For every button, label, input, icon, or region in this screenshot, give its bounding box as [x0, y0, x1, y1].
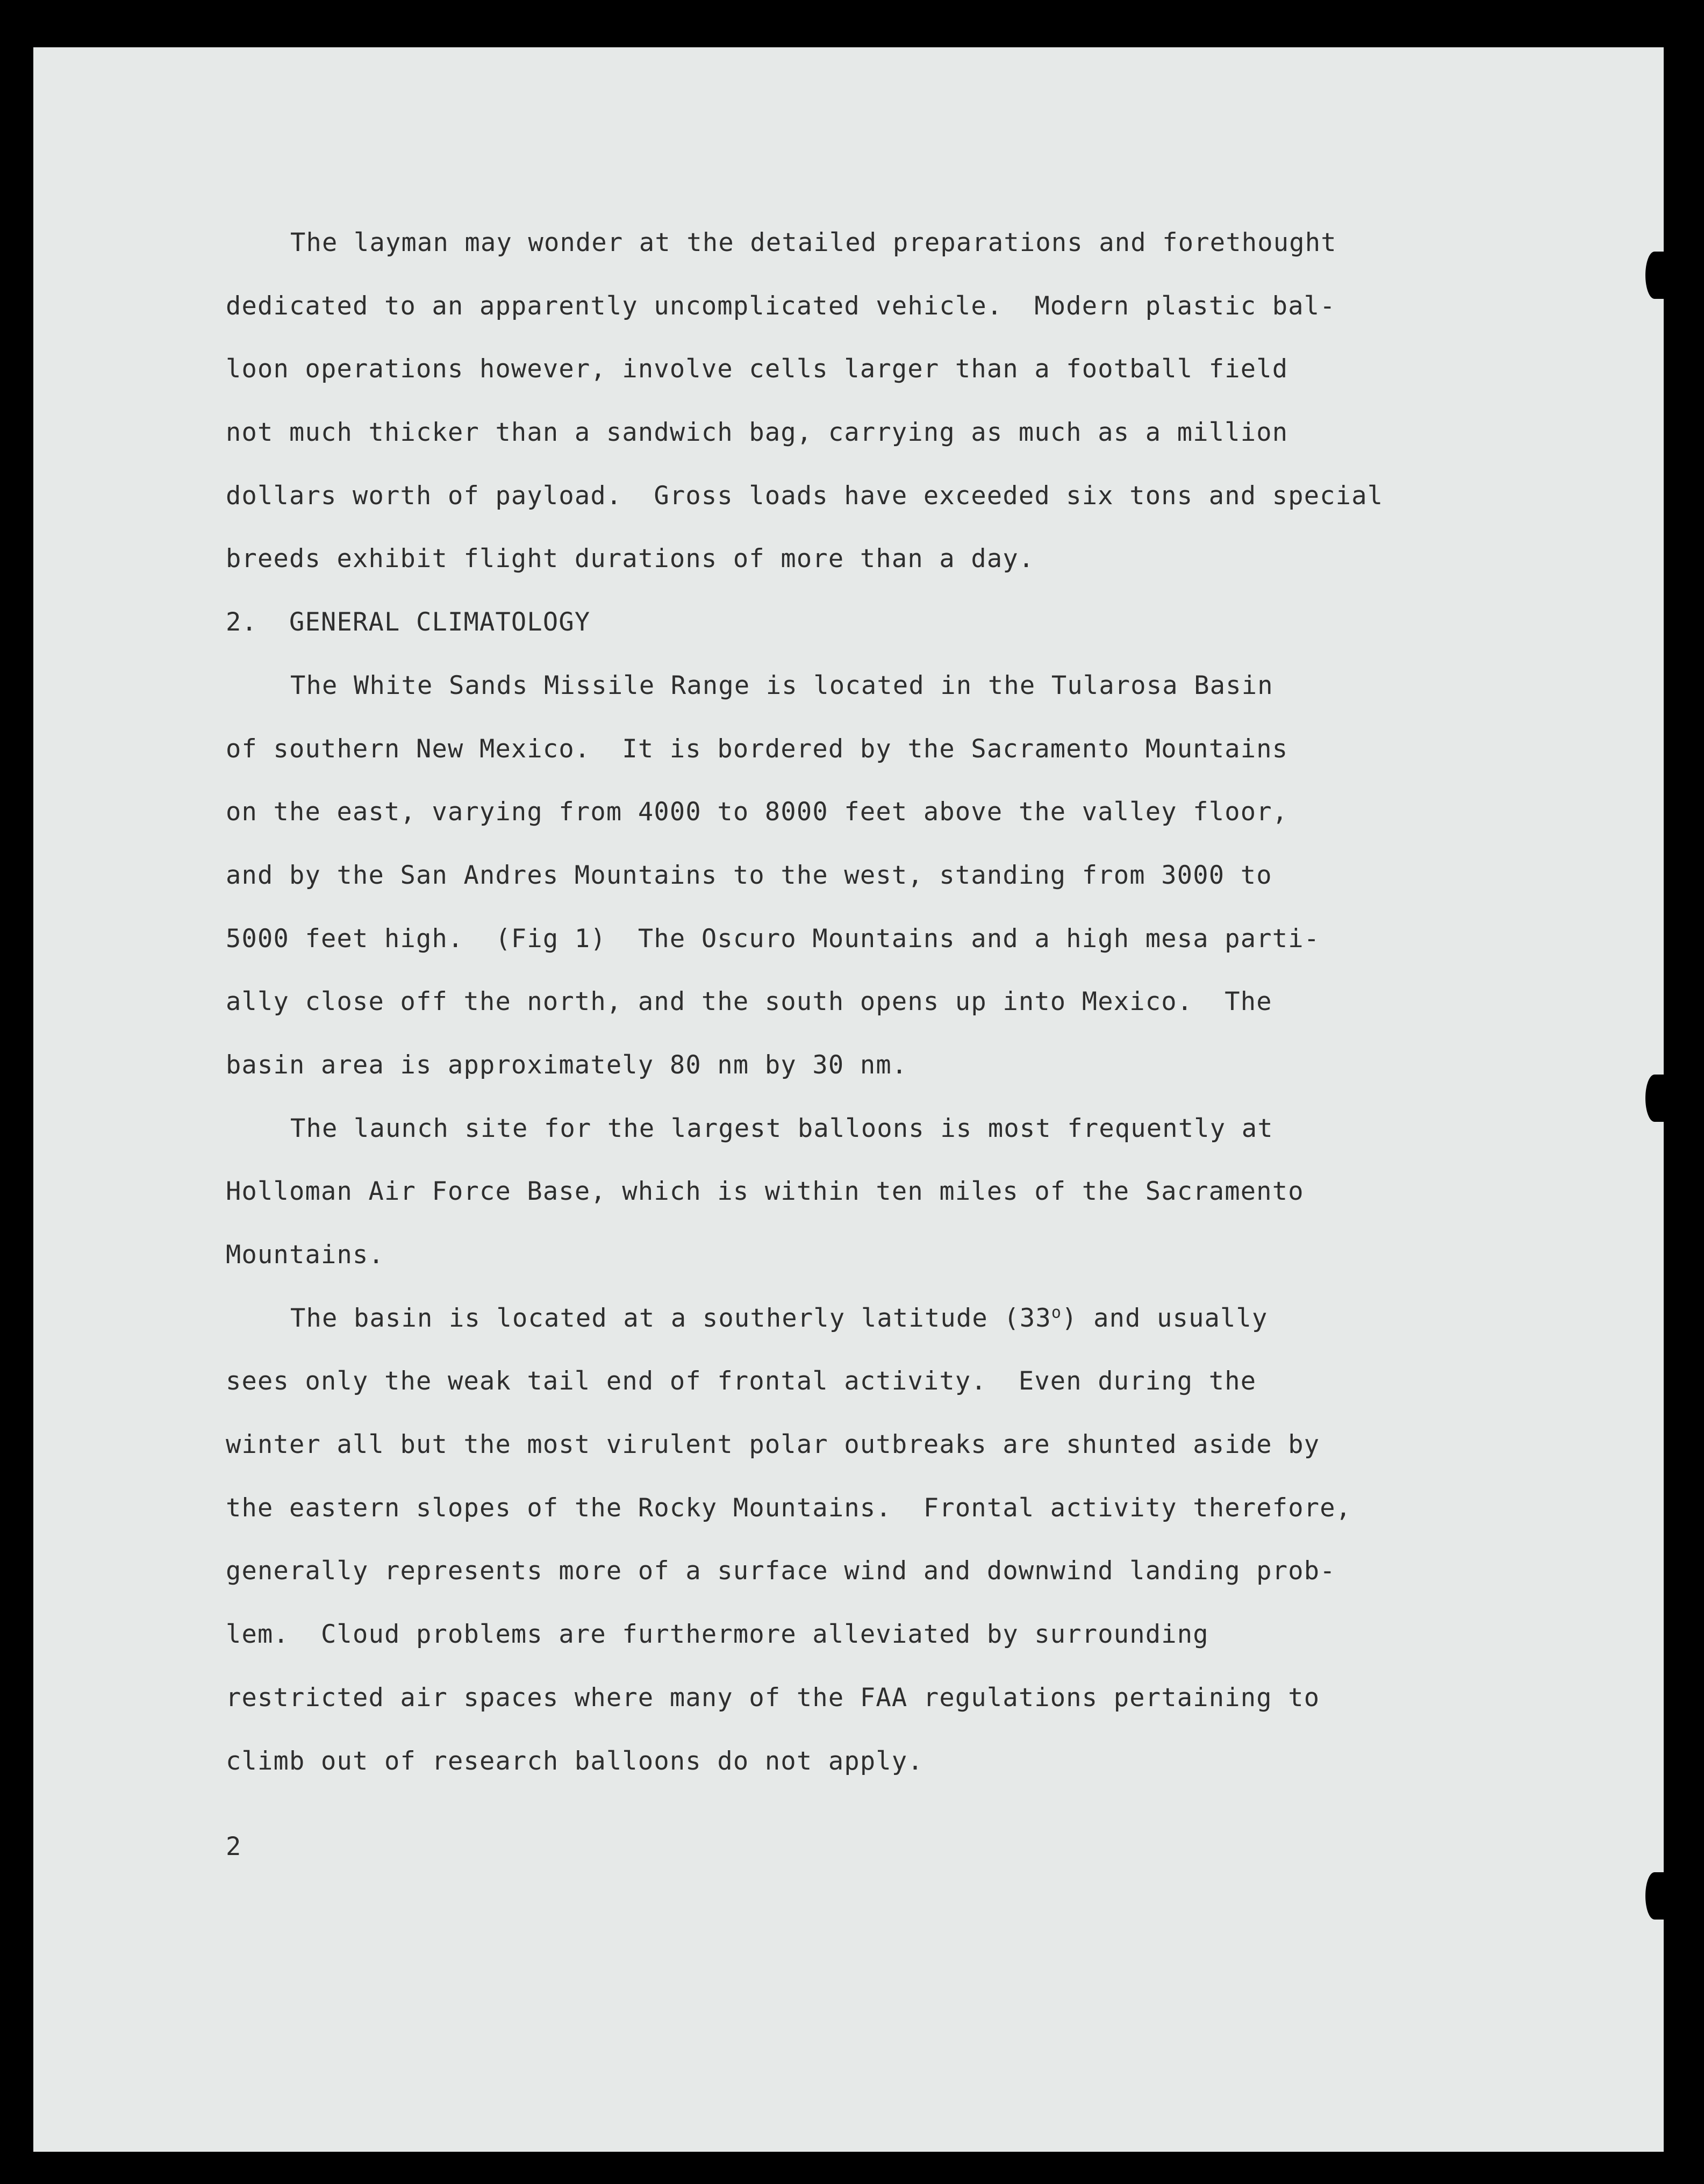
text-line: basin area is approximately 80 nm by 30 nm.	[226, 1050, 908, 1080]
text-line: loon operations however, involve cells larger than a football field	[226, 354, 1288, 384]
text-line: The layman may wonder at the detailed preparations and forethought	[290, 228, 1337, 257]
page-number: 2	[226, 1832, 241, 1861]
binder-hole-middle	[1645, 1075, 1664, 1122]
text-line: and by the San Andres Mountains to the west, standing from 3000 to	[226, 860, 1272, 890]
text-line: sees only the weak tail end of frontal activity. Even during the	[226, 1366, 1257, 1397]
binder-hole-top	[1645, 252, 1664, 299]
text-line: restricted air spaces where many of the FAA regulations pertaining to	[226, 1682, 1320, 1713]
document-page	[33, 47, 1664, 2152]
text-line: dollars worth of payload. Gross loads have exceeded six tons and special	[226, 481, 1384, 511]
latitude-text-after: ) and usually	[1062, 1303, 1268, 1333]
text-line: Mountains.	[226, 1240, 384, 1270]
text-line: of southern New Mexico. It is bordered by the Sacramento Mountains	[226, 734, 1288, 764]
text-line: Holloman Air Force Base, which is within ten miles of the Sacramento	[226, 1177, 1304, 1207]
text-line: breeds exhibit flight durations of more than a day.	[226, 544, 1035, 574]
text-line: 5000 feet high. (Fig 1) The Oscuro Mountains and a high mesa parti-	[226, 923, 1320, 954]
text-line: The launch site for the largest balloons is most frequently at	[290, 1113, 1273, 1143]
text-line: not much thicker than a sandwich bag, carrying as much as a million	[226, 418, 1288, 448]
text-line: dedicated to an apparently uncomplicated vehicle. Modern plastic bal-	[226, 291, 1336, 321]
section-heading: 2. GENERAL CLIMATOLOGY	[226, 607, 591, 638]
binder-hole-bottom	[1645, 1872, 1664, 1920]
text-line-latitude	[226, 1287, 1462, 1350]
body-text	[226, 211, 1462, 1793]
text-line: The White Sands Missile Range is located in the Tularosa Basin	[290, 670, 1273, 700]
text-line: on the east, varying from 4000 to 8000 feet above the valley floor,	[226, 797, 1288, 827]
text-line: the eastern slopes of the Rocky Mountains. Frontal activity therefore,	[226, 1493, 1352, 1523]
text-line: generally represents more of a surface wind and downwind landing prob-	[226, 1556, 1336, 1586]
text-line: winter all but the most virulent polar outbreaks are shunted aside by	[226, 1430, 1320, 1460]
text-line: lem. Cloud problems are furthermore alleviated by surrounding	[226, 1620, 1209, 1650]
text-line: climb out of research balloons do not apply.	[226, 1746, 923, 1776]
degree-superscript: o	[1051, 1303, 1062, 1322]
latitude-text-before: The basin is located at a southerly latitude (33	[290, 1303, 1051, 1333]
text-line: ally close off the north, and the south opens up into Mexico. The	[226, 987, 1272, 1017]
